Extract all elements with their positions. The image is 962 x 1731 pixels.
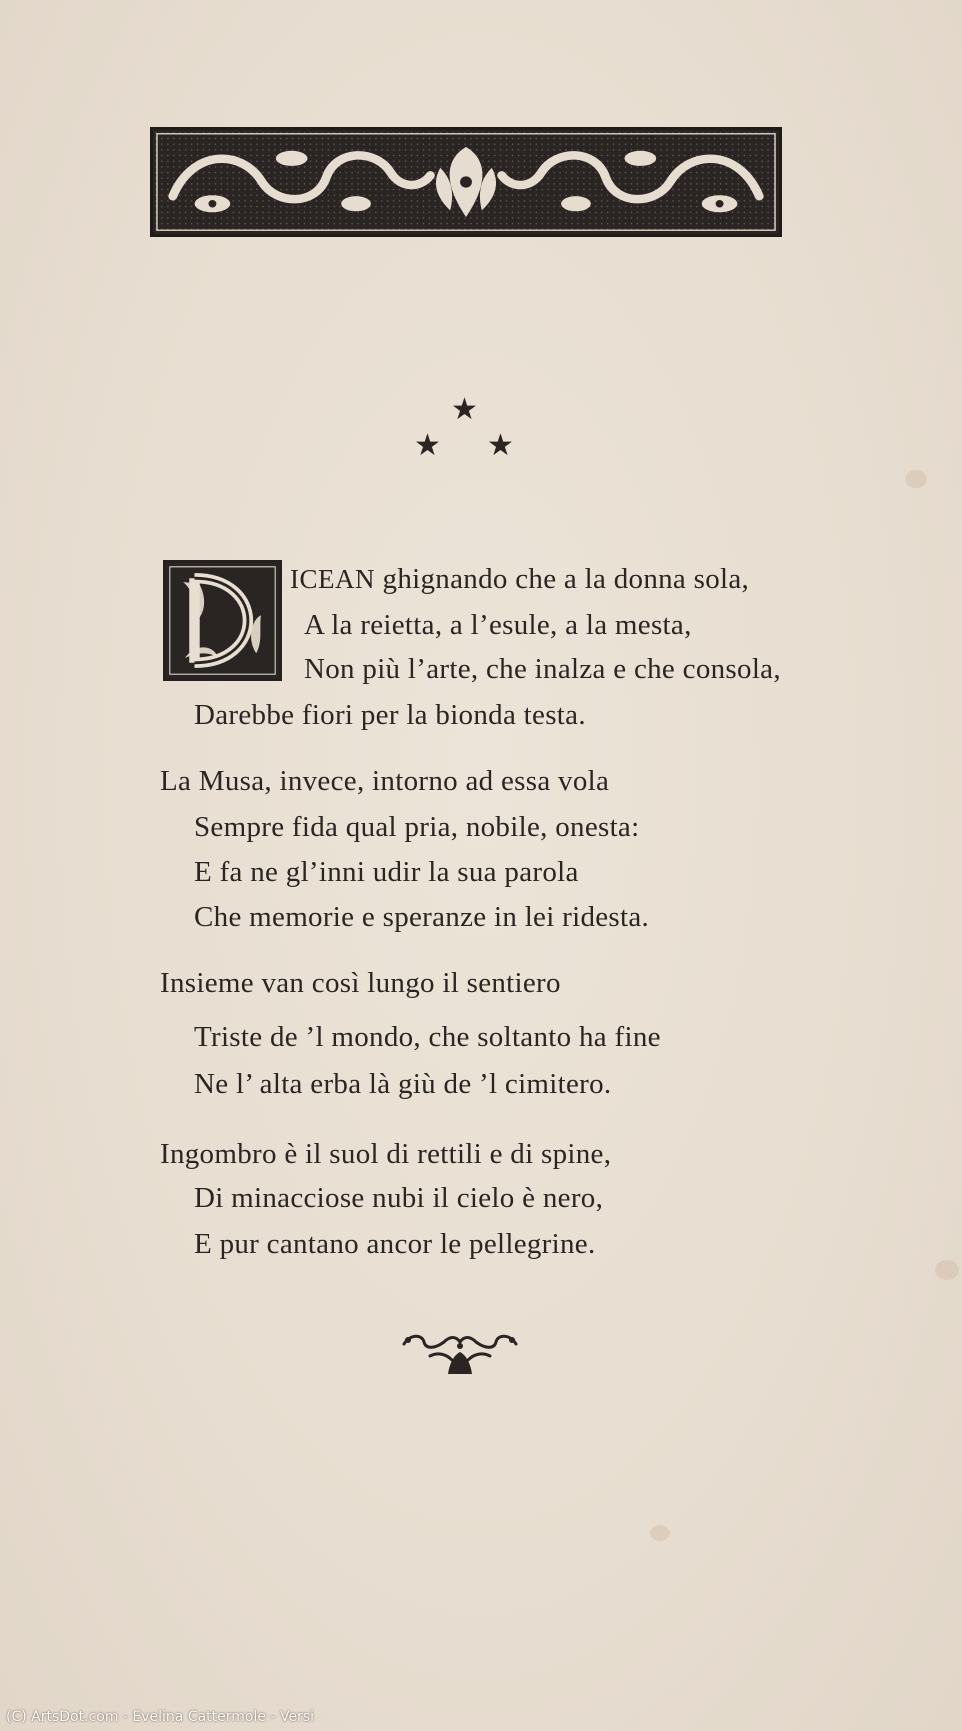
poem-line: Ne l’ alta erba là giù de ’l cimitero. <box>194 1068 612 1100</box>
poem-line: Di minacciose nubi il cielo è nero, <box>194 1182 604 1214</box>
opening-word: ICEAN <box>290 564 375 594</box>
poem-line: Che memorie e speranze in lei ridesta. <box>194 901 650 933</box>
copyright-credit: (C) ArtsDot.com - Evelina Cattermole - Versi <box>6 1709 314 1725</box>
poem-line-text: ghignando che a la donna sola, <box>375 563 750 595</box>
poem-line: La Musa, invece, intorno ad essa vola <box>160 765 610 797</box>
star-icon: ★ <box>414 428 441 463</box>
poem-line <box>290 562 749 596</box>
poem-line: E fa ne gl’inni udir la sua parola <box>194 856 579 888</box>
poem-line: Darebbe fiori per la bionda testa. <box>194 699 586 731</box>
poem-line: A la reietta, a l’esule, a la mesta, <box>304 609 692 641</box>
star-icon: ★ <box>487 428 514 463</box>
poem-line: E pur cantano ancor le pellegrine. <box>194 1228 596 1260</box>
tailpiece-fleuron-icon <box>400 1330 520 1380</box>
poem-line: Ingombro è il suol di rettili e di spine, <box>160 1138 612 1170</box>
poem-line: Non più l’arte, che inalza e che consola, <box>304 653 781 685</box>
poem-line: Insieme van così lungo il sentiero <box>160 967 561 999</box>
star-icon: ★ <box>451 392 478 427</box>
poem-line: Sempre fida qual pria, nobile, onesta: <box>194 811 640 843</box>
poem-line: Triste de ’l mondo, che soltanto ha fine <box>194 1021 661 1053</box>
